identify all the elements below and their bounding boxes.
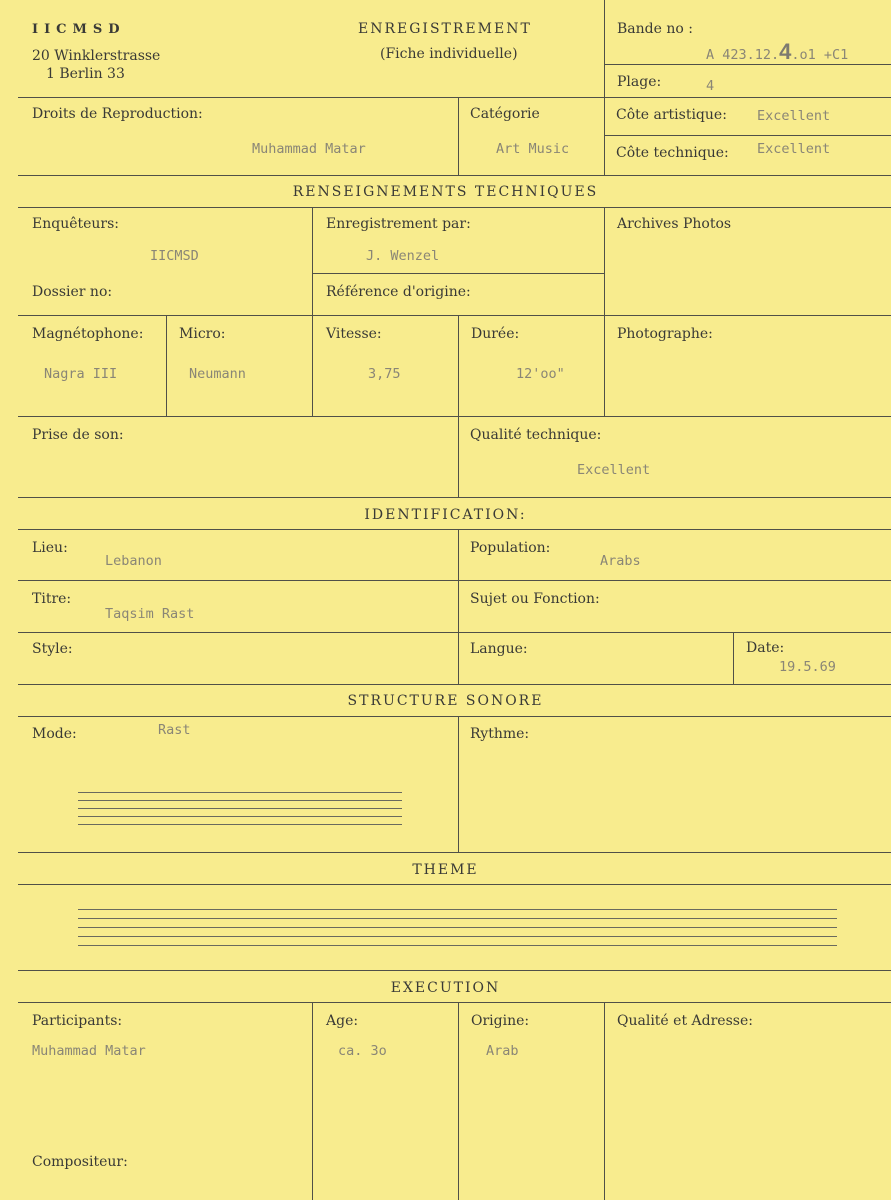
date-label: Date:: [746, 640, 785, 656]
rule: [18, 175, 891, 176]
date-value: 19.5.69: [779, 659, 836, 675]
card-title: ENREGISTREMENT: [358, 21, 532, 37]
population-label: Population:: [470, 540, 551, 556]
photographe-label: Photographe:: [617, 326, 713, 342]
qualite-adresse-label: Qualité et Adresse:: [617, 1013, 753, 1029]
vitesse-label: Vitesse:: [326, 326, 382, 342]
titre-value: Taqsim Rast: [105, 606, 195, 622]
enregistrement-par-value: J. Wenzel: [366, 248, 440, 264]
staff-line: [78, 918, 837, 919]
rule: [18, 580, 891, 581]
rule: [18, 97, 891, 98]
origine-value: Arab: [486, 1043, 519, 1059]
rule: [166, 315, 167, 416]
participants-value: Muhammad Matar: [32, 1043, 146, 1059]
staff-line: [78, 936, 837, 937]
duree-label: Durée:: [471, 326, 520, 342]
rule: [18, 315, 891, 316]
section-execution-title: EXECUTION: [390, 980, 501, 996]
lieu-value: Lebanon: [105, 553, 162, 569]
card-subtitle: (Fiche individuelle): [380, 46, 518, 62]
rule: [18, 716, 891, 717]
categorie-value: Art Music: [496, 141, 570, 157]
cote-artistique-value: Excellent: [757, 108, 831, 124]
staff-line: [78, 808, 402, 809]
rule: [18, 207, 891, 208]
duree-value: 12'oo": [516, 366, 565, 382]
rule: [604, 0, 605, 175]
enqueteurs-label: Enquêteurs:: [32, 216, 120, 232]
rule: [733, 632, 734, 684]
section-theme-title: THEME: [412, 862, 479, 878]
rule: [312, 273, 604, 274]
participants-label: Participants:: [32, 1013, 123, 1029]
qualite-label: Qualité technique:: [470, 427, 602, 443]
bande-value: [706, 39, 849, 64]
mode-label: Mode:: [32, 726, 77, 742]
rule: [604, 64, 891, 65]
bande-value-digit: 4: [779, 39, 792, 64]
plage-label: Plage:: [617, 74, 662, 90]
vitesse-value: 3,75: [368, 366, 401, 382]
enqueteurs-value: IICMSD: [150, 248, 199, 264]
mode-value: Rast: [158, 722, 191, 738]
rule: [18, 1002, 891, 1003]
staff-line: [78, 824, 402, 825]
rule: [18, 884, 891, 885]
rule: [458, 97, 459, 175]
origine-label: Origine:: [471, 1013, 530, 1029]
rule: [18, 529, 891, 530]
rule: [18, 632, 891, 633]
staff-line: [78, 800, 402, 801]
section-technique-title: RENSEIGNEMENTS TECHNIQUES: [292, 184, 599, 200]
rule: [604, 135, 891, 136]
compositeur-label: Compositeur:: [32, 1154, 128, 1170]
prise-label: Prise de son:: [32, 427, 124, 443]
rule: [18, 852, 891, 853]
rule: [458, 529, 459, 684]
rule: [18, 684, 891, 685]
staff-line: [78, 927, 837, 928]
rythme-label: Rythme:: [470, 726, 530, 742]
bande-value-suffix: .o1 +C1: [791, 47, 849, 63]
address-line-1: 20 Winklerstrasse: [32, 48, 161, 64]
section-structure-title: STRUCTURE SONORE: [347, 693, 544, 709]
rule: [312, 207, 313, 416]
titre-label: Titre:: [32, 591, 72, 607]
enregistrement-par-label: Enregistrement par:: [326, 216, 471, 232]
lieu-label: Lieu:: [32, 540, 68, 556]
rule: [312, 1002, 313, 1200]
rule: [604, 1002, 605, 1200]
staff-line: [78, 792, 402, 793]
rule: [18, 497, 891, 498]
bande-label: Bande no :: [617, 21, 693, 37]
categorie-label: Catégorie: [470, 106, 540, 122]
droits-value: Muhammad Matar: [252, 141, 366, 157]
rule: [458, 315, 459, 497]
magnetophone-value: Nagra III: [44, 366, 118, 382]
langue-label: Langue:: [470, 641, 528, 657]
rule: [458, 1002, 459, 1200]
cote-artistique-label: Côte artistique:: [616, 107, 727, 123]
micro-label: Micro:: [179, 326, 226, 342]
style-label: Style:: [32, 641, 73, 657]
cote-technique-value: Excellent: [757, 141, 831, 157]
droits-label: Droits de Reproduction:: [32, 106, 203, 122]
qualite-value: Excellent: [577, 462, 651, 478]
plage-value: 4: [706, 78, 715, 94]
age-value: ca. 3o: [338, 1043, 387, 1059]
rule: [18, 970, 891, 971]
archives-label: Archives Photos: [617, 216, 732, 232]
rule: [604, 207, 605, 416]
section-identification-title: IDENTIFICATION:: [364, 507, 527, 523]
population-value: Arabs: [600, 553, 641, 569]
reference-label: Référence d'origine:: [326, 284, 471, 300]
micro-value: Neumann: [189, 366, 246, 382]
org-logo: IICMSD: [32, 22, 126, 37]
rule: [458, 716, 459, 852]
magnetophone-label: Magnétophone:: [32, 326, 144, 342]
bande-value-prefix: A 423.12.: [706, 47, 780, 63]
staff-line: [78, 909, 837, 910]
address-line-2: 1 Berlin 33: [46, 66, 125, 82]
rule: [18, 416, 891, 417]
staff-line: [78, 945, 837, 946]
age-label: Age:: [326, 1013, 359, 1029]
dossier-label: Dossier no:: [32, 284, 113, 300]
staff-line: [78, 816, 402, 817]
cote-technique-label: Côte technique:: [616, 145, 729, 161]
sujet-label: Sujet ou Fonction:: [470, 591, 600, 607]
